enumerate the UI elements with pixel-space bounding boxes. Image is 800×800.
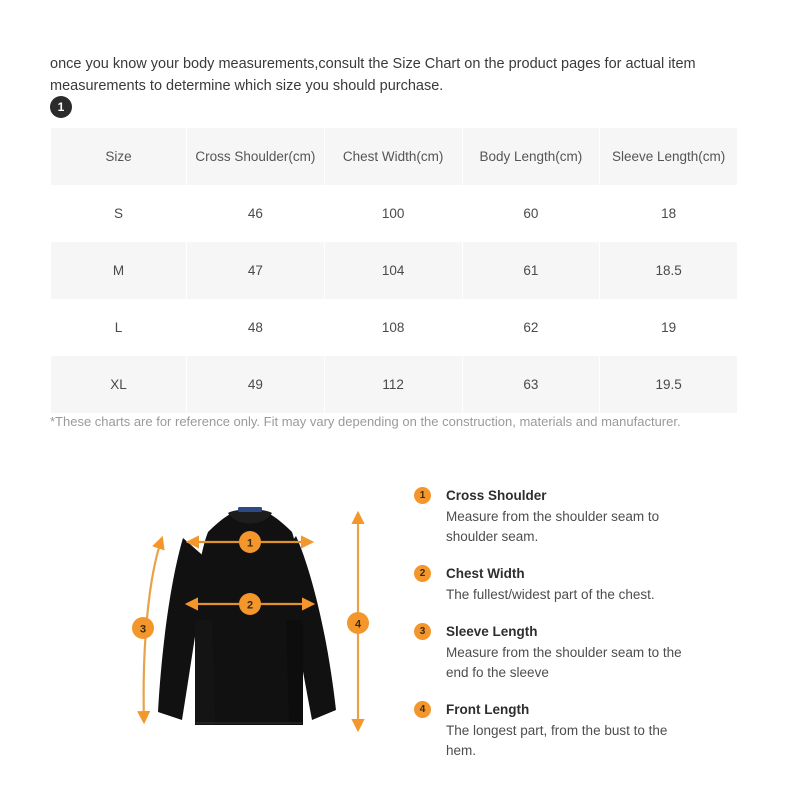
step-badge-1: 1 bbox=[50, 96, 72, 118]
column-header-cross-shoulder: Cross Shoulder(cm) bbox=[187, 128, 324, 185]
cell-body-length: 61 bbox=[463, 242, 600, 299]
measure-arrow-front-length bbox=[347, 513, 369, 730]
table-row bbox=[51, 356, 737, 413]
cell-sleeve-length: 18.5 bbox=[600, 242, 737, 299]
column-header-body-length: Body Length(cm) bbox=[463, 128, 600, 185]
marker-label-4: 4 bbox=[354, 618, 362, 631]
cell-size: M bbox=[51, 242, 186, 299]
legend-description: The longest part, from the bust to the hem. bbox=[446, 723, 668, 758]
cell-size: XL bbox=[51, 356, 186, 413]
table-row bbox=[51, 299, 737, 356]
table-footnote: *These charts are for reference only. Fit may vary depending on the construction, materials and manufacturer. bbox=[50, 414, 681, 429]
cell-cross-shoulder: 48 bbox=[187, 299, 324, 356]
marker-label-1: 1 bbox=[246, 537, 254, 550]
legend-description: Measure from the shoulder seam to the end fo the sleeve bbox=[446, 645, 682, 680]
cell-chest-width: 112 bbox=[325, 356, 462, 413]
cell-sleeve-length: 19.5 bbox=[600, 356, 737, 413]
cell-cross-shoulder: 47 bbox=[187, 242, 324, 299]
legend-description: The fullest/widest part of the chest. bbox=[446, 587, 655, 602]
legend-badge-4: 4 bbox=[414, 701, 431, 718]
table-header-row bbox=[51, 128, 737, 185]
legend-badge-3: 3 bbox=[414, 623, 431, 640]
intro-paragraph: once you know your body measurements,consult the Size Chart on the product pages for actual item measurements to determine which size you should purchase. bbox=[50, 56, 696, 94]
column-header-size: Size bbox=[51, 128, 186, 185]
cell-cross-shoulder: 46 bbox=[187, 185, 324, 242]
table-body bbox=[51, 185, 737, 413]
column-header-sleeve-length: Sleeve Length(cm) bbox=[600, 128, 737, 185]
legend-item-cross-shoulder bbox=[414, 486, 714, 547]
collar-tag bbox=[238, 507, 262, 512]
cell-size: S bbox=[51, 185, 186, 242]
garment-measurement-diagram bbox=[100, 480, 400, 770]
column-header-chest-width: Chest Width(cm) bbox=[325, 128, 462, 185]
legend-badge-1: 1 bbox=[414, 487, 431, 504]
table-row bbox=[51, 185, 737, 242]
marker-label-3: 3 bbox=[139, 623, 147, 636]
cell-sleeve-length: 18 bbox=[600, 185, 737, 242]
legend-item-front-length bbox=[414, 700, 714, 761]
legend-title: Front Length bbox=[446, 702, 530, 717]
legend-title: Chest Width bbox=[446, 566, 525, 581]
legend-description: Measure from the shoulder seam to shoulder seam. bbox=[446, 509, 660, 544]
table-row bbox=[51, 242, 737, 299]
measurement-legend bbox=[414, 486, 714, 778]
cell-chest-width: 100 bbox=[325, 185, 462, 242]
cell-body-length: 60 bbox=[463, 185, 600, 242]
cell-chest-width: 108 bbox=[325, 299, 462, 356]
legend-title: Cross Shoulder bbox=[446, 488, 547, 503]
legend-item-sleeve-length bbox=[414, 622, 714, 683]
legend-item-chest-width bbox=[414, 564, 714, 605]
cell-chest-width: 104 bbox=[325, 242, 462, 299]
cell-sleeve-length: 19 bbox=[600, 299, 737, 356]
cell-cross-shoulder: 49 bbox=[187, 356, 324, 413]
cell-size: L bbox=[51, 299, 186, 356]
legend-title: Sleeve Length bbox=[446, 624, 538, 639]
measure-arrow-sleeve-length bbox=[132, 538, 162, 722]
cell-body-length: 63 bbox=[463, 356, 600, 413]
table-header bbox=[51, 128, 737, 185]
legend-badge-2: 2 bbox=[414, 565, 431, 582]
cell-body-length: 62 bbox=[463, 299, 600, 356]
size-chart-table bbox=[50, 128, 738, 413]
marker-label-2: 2 bbox=[246, 599, 254, 612]
